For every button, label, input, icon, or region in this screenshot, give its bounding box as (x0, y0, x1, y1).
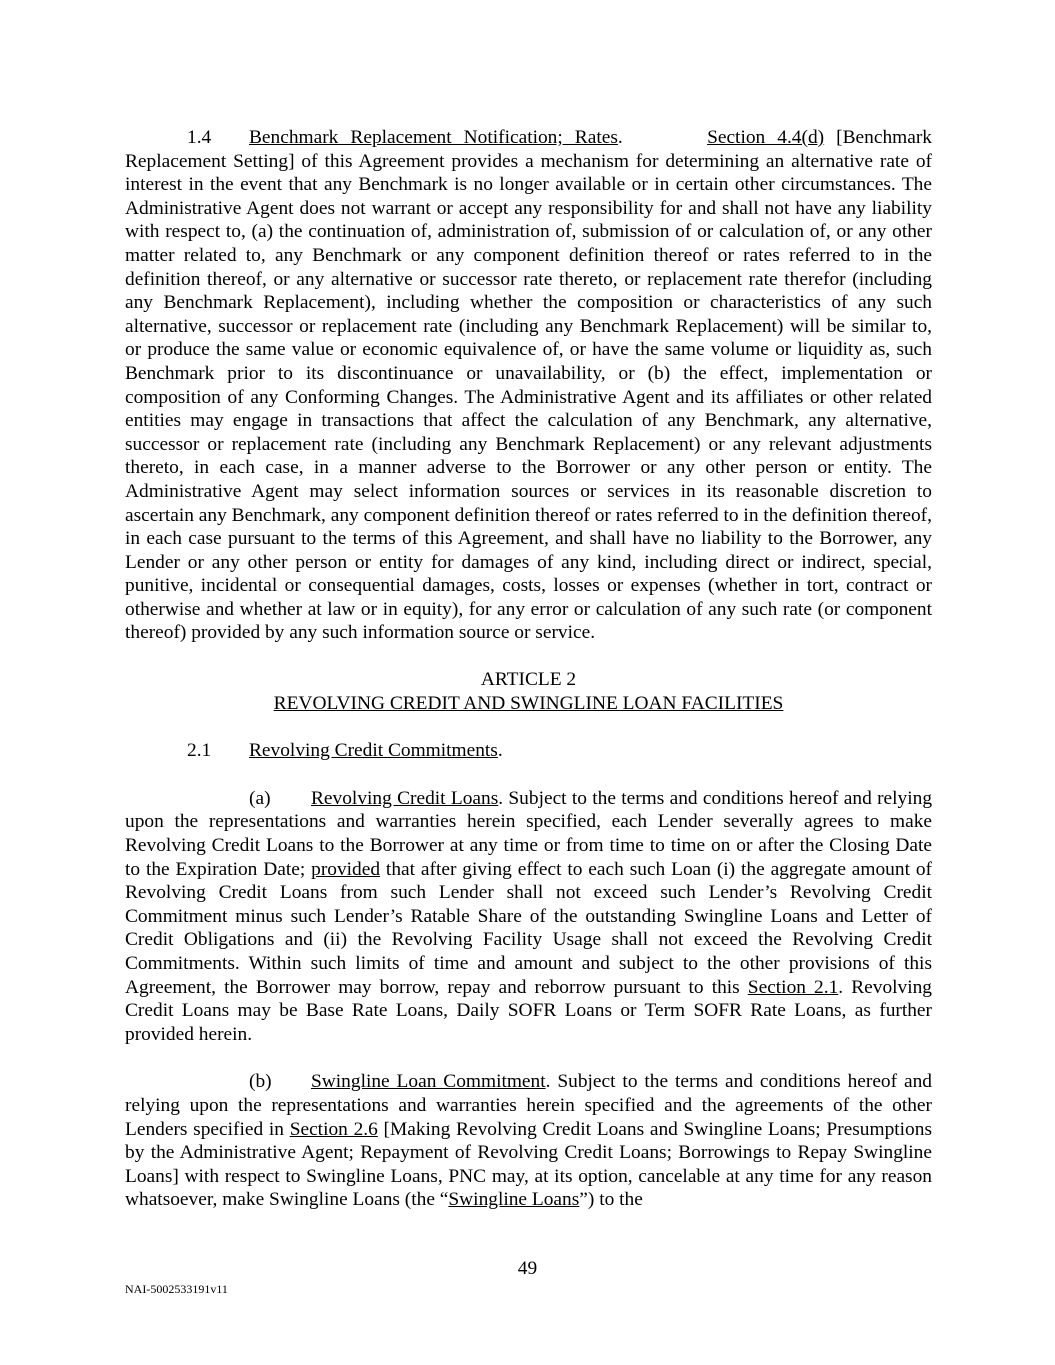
section-1-4-title: Benchmark Replacement Notification; Rates (249, 127, 618, 148)
paragraph-a-text-3: . Revolving Credit Loans may be Base Rate Loans, Daily SOFR Loans or Term SOFR Rate Loans, as further provided herein. (125, 976, 932, 1045)
paragraph-b (125, 1070, 932, 1212)
section-2-1-reference: Section 2.1 (747, 976, 839, 998)
paragraph-a (125, 787, 932, 1047)
section-2-6-reference: Section 2.6 (289, 1118, 378, 1140)
section-2-1-heading (125, 739, 932, 763)
section-1-4-paragraph (125, 126, 932, 645)
article-heading (125, 668, 932, 715)
document-page (125, 126, 932, 1212)
paragraph-b-text-2: [Making Revolving Credit Loans and Swingline Loans; Presumptions by the Administrative Agent; Repayment of Revolving Credit Loans; Borrowings to Repay Swingline Loans] with respect to Swingline Loans, PNC may, at its option, cancelable at any time for any reason whatsoever, make Swingline Loans (the “ (125, 1118, 932, 1211)
section-2-1-title: Revolving Credit Commitments (249, 740, 498, 762)
paragraph-b-text-1: . Subject to the terms and conditions hereof and relying upon the representations and warranties herein specified and the agreements of the other Lenders specified in (125, 1071, 932, 1140)
section-4-4d-reference: Section 4.4(d) (707, 127, 825, 148)
paragraph-a-label: (a) (249, 787, 271, 809)
paragraph-b-text-3: ”) to the (579, 1189, 643, 1211)
paragraph-a-title: Revolving Credit Loans (311, 787, 499, 809)
section-1-4-title-period: . (617, 127, 623, 148)
paragraph-a-text-2: that after giving effect to each such Loan (i) the aggregate amount of Revolving Credit Loans from such Lender shall not exceed such Lender’s Revolving Credit Commitment minus such Lender’s Ratable Share of the outstanding Swingline Loans and Letter of Credit Obligations and (ii) the Revolving Facility Usage shall not exceed the Revolving Credit Commitments. Within such limits of time and amount and subject to the other provisions of this Agreement, the Borrower may borrow, repay and reborrow pursuant to this (125, 858, 932, 998)
document-id: NAI-5002533191v11 (125, 1282, 228, 1296)
swingline-loans-defined-term: Swingline Loans (448, 1189, 580, 1211)
section-1-4-body: [Benchmark Replacement Setting] of this Agreement provides a mechanism for determining an alternative rate of interest in the event that any Benchmark is no longer available or in certain other circumstances. The Administrative Agent does not warrant or accept any responsibility for and shall not have any liability with respect to, (a) the continuation of, administration of, submission of or calculation of, or any other matter related to, any Benchmark or any component definition thereof or rates referred to in the definition thereof, or any alternative or successor rate thereto, or replacement rate therefor (including any Benchmark Replacement), including whether the composition or characteristics of any such alternative, successor or replacement rate (including any Benchmark Replacement) will be similar to, or produce the same value or economic equivalence of, or have the same volume or liquidity as, such Benchmark prior to its discontinuance or unavailability, or (b) the effect, implementation or composition of any Conforming Changes. The Administrative Agent and its affiliates or other related entities may engage in transactions that affect the calculation of any Benchmark, any alternative, successor or replacement rate (including any Benchmark Replacement) or any relevant adjustments thereto, in each case, in a manner adverse to the Borrower or any other person or entity. The Administrative Agent may select information sources or services in its reasonable discretion to ascertain any Benchmark, any component definition thereof or rates referred to in the definition thereof, in each case pursuant to the terms of this Agreement, and shall have no liability to the Borrower, any Lender or any other person or entity for damages of any kind, including direct or indirect, special, punitive, incidental or consequential damages, costs, losses or expenses (whether in tort, contract or otherwise and whether at law or in equity), for any error or calculation of any such rate (or component thereof) provided by any such information source or service. (125, 127, 933, 644)
paragraph-b-title: Swingline Loan Commitment (311, 1071, 546, 1093)
section-1-4-number: 1.4 (187, 127, 212, 148)
article-number: ARTICLE 2 (480, 669, 577, 691)
section-2-1-number: 2.1 (187, 740, 212, 762)
paragraph-a-text-1: . Subject to the terms and conditions hereof and relying upon the representations and warranties herein specified, each Lender severally agrees to make Revolving Credit Loans to the Borrower at any time or from time to time on or after the Closing Date to the Expiration Date; (125, 787, 933, 880)
article-title: REVOLVING CREDIT AND SWINGLINE LOAN FACILITIES (273, 692, 784, 714)
provided-term: provided (311, 858, 381, 880)
page-number: 49 (517, 1258, 538, 1279)
paragraph-b-label: (b) (249, 1071, 272, 1093)
section-2-1-title-period: . (497, 740, 503, 762)
